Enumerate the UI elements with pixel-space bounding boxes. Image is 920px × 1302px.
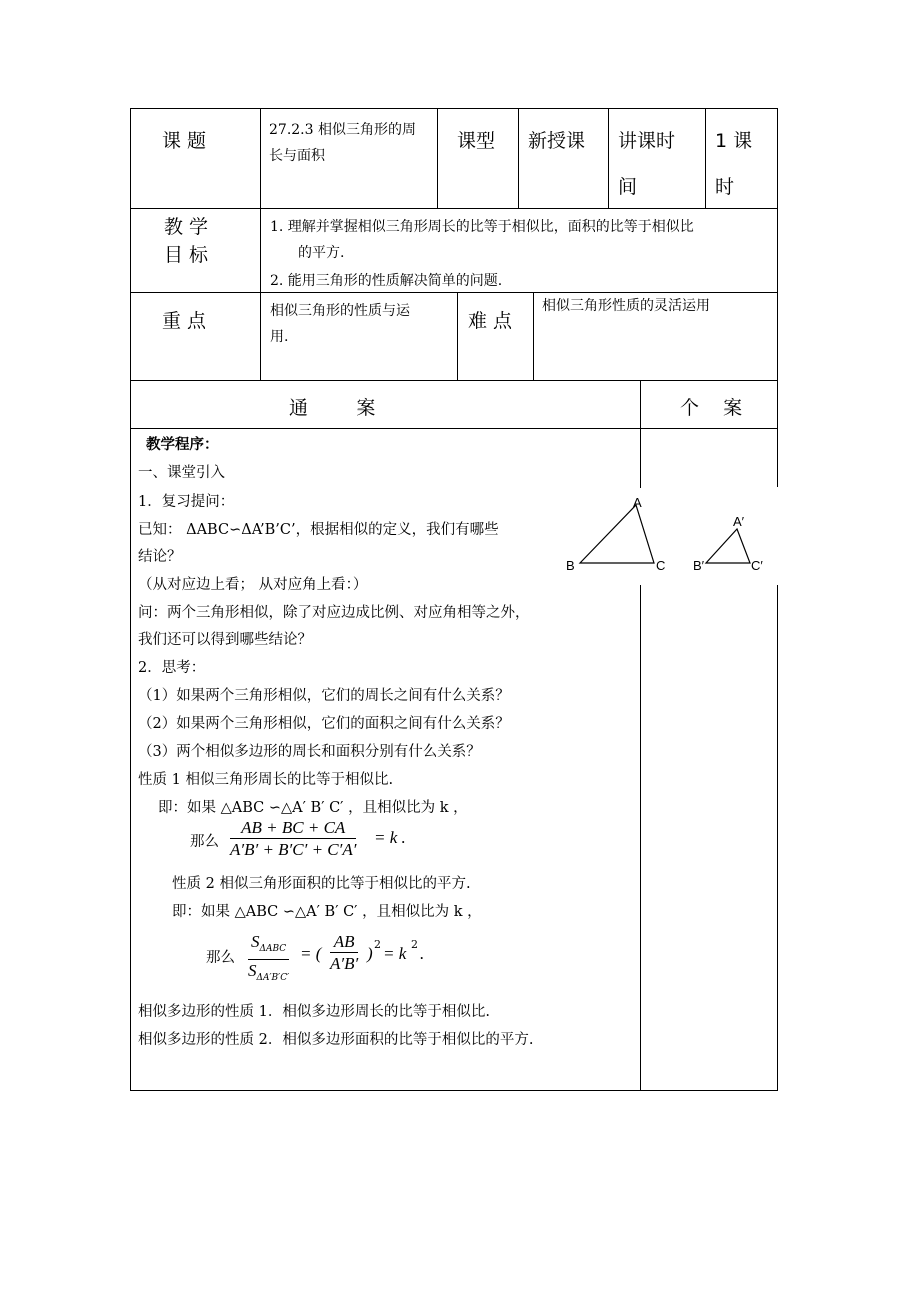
formula-2-denominator [248, 960, 289, 989]
intro-heading: 一、课堂引入 [138, 465, 225, 481]
property-2: 性质 2 相似三角形面积的比等于相似比的平方. [172, 876, 471, 892]
property-2-statement: 即：如果 △ABC ∽△A′ B′ C′ ，且相似比为 k ， [172, 904, 482, 920]
formula-2-fraction [248, 932, 289, 989]
type-value: 新授课 [528, 130, 586, 152]
formula-2-end: . [420, 944, 425, 963]
procedure-title: 教学程序： [146, 436, 219, 453]
label-A: A [633, 495, 642, 510]
goals-item-1: 1. 理解并掌握相似三角形周长的比等于相似比，面积的比等于相似比 [270, 219, 694, 235]
goals-item-1-cont: 的平方. [298, 245, 345, 261]
hours-label-line1: 讲课时 [618, 130, 676, 152]
label-C: C [656, 558, 666, 573]
formula-2-rhs-sup: 2 [411, 938, 418, 951]
difficult-value: 相似三角形性质的灵活运用 [542, 298, 710, 314]
label-C-prime: C′ [751, 558, 763, 573]
common-plan-header: 通 案 [289, 397, 376, 419]
label-A-prime: A′ [733, 514, 745, 529]
review-heading: 1．复习提问： [138, 494, 235, 510]
formula-2-inner-fraction [330, 932, 358, 975]
label-B-prime: B′ [693, 558, 705, 573]
formula-1-denominator: A′B′ + B′C′ + C′A′ [230, 840, 357, 859]
question-line1: 问：两个三角形相似，除了对应边成比例、对应角相等之外， [138, 605, 530, 621]
difficult-label: 难 点 [468, 310, 513, 332]
hours-value-line2: 时 [715, 176, 735, 198]
key-value-line1: 相似三角形的性质与运 [270, 303, 410, 319]
topic-value-line2: 长与面积 [269, 148, 325, 164]
key-value-line2: 用. [270, 329, 289, 345]
formula-1-fraction [230, 818, 356, 861]
formula-1-numerator: AB + BC + CA [241, 818, 346, 837]
formula-2-sub-num: ΔABC [259, 944, 287, 955]
formula-2-rhs: = k [383, 944, 407, 963]
key-value [270, 298, 410, 350]
formula-2-sup: 2 [374, 938, 381, 951]
type-label: 课型 [457, 130, 496, 152]
formula-2-inner-numerator: AB [333, 932, 355, 951]
think-heading: 2．思考： [138, 660, 206, 676]
think-item-3: （3）两个相似多边形的周长和面积分别有什么关系？ [138, 744, 481, 760]
property-1-statement: 即：如果 △ABC ∽△A′ B′ C′ ，且相似比为 k ， [158, 800, 468, 816]
polygon-property-1: 相似多边形的性质 1．相似多边形周长的比等于相似比. [138, 1004, 490, 1020]
key-label: 重 点 [162, 310, 207, 332]
formula-2-close: ) [367, 944, 373, 963]
hours-value-line1: 1 课 [715, 130, 753, 152]
formula-2-inner-denominator: A′B′ [330, 954, 359, 973]
formula-2-S-num: S [250, 932, 260, 951]
think-item-1: （1）如果两个三角形相似，它们的周长之间有什么关系？ [138, 688, 510, 704]
formula-2-numerator [251, 932, 286, 959]
known-line2: 结论？ [138, 549, 182, 565]
formula-2-S-den: S [248, 961, 257, 981]
hint-text: （从对应边上看； 从对应角上看：） [138, 577, 368, 593]
label-B: B [566, 558, 575, 573]
hours-label-line2: 间 [618, 176, 638, 198]
goals-label-line2: 目 标 [164, 244, 209, 266]
triangle-figure [560, 490, 780, 582]
known-line1: 已知： ΔABC∽ΔA’B’C’，根据相似的定义，我们有哪些 [138, 522, 499, 538]
then-2: 那么 [206, 950, 235, 966]
formula-2-sub-den: ΔA′B′C′ [256, 973, 290, 984]
individual-plan-header: 个 案 [680, 397, 743, 419]
question-line2: 我们还可以得到哪些结论？ [138, 632, 312, 648]
formula-2-eq: = ( [300, 944, 322, 963]
then-1: 那么 [190, 834, 219, 850]
figure-background [560, 490, 780, 582]
goals-item-2: 2. 能用三角形的性质解决简单的问题. [270, 273, 503, 289]
goals-label-line1: 教 学 [164, 216, 209, 238]
polygon-property-2: 相似多边形的性质 2．相似多边形面积的比等于相似比的平方. [138, 1032, 534, 1048]
topic-value-line1: 27.2.3 相似三角形的周 [269, 122, 416, 138]
formula-1-rhs: = k . [374, 828, 406, 847]
topic-value [269, 117, 416, 169]
topic-label: 课 题 [162, 130, 207, 152]
think-item-2: （2）如果两个三角形相似，它们的面积之间有什么关系？ [138, 716, 510, 732]
property-1: 性质 1 相似三角形周长的比等于相似比. [138, 772, 394, 788]
